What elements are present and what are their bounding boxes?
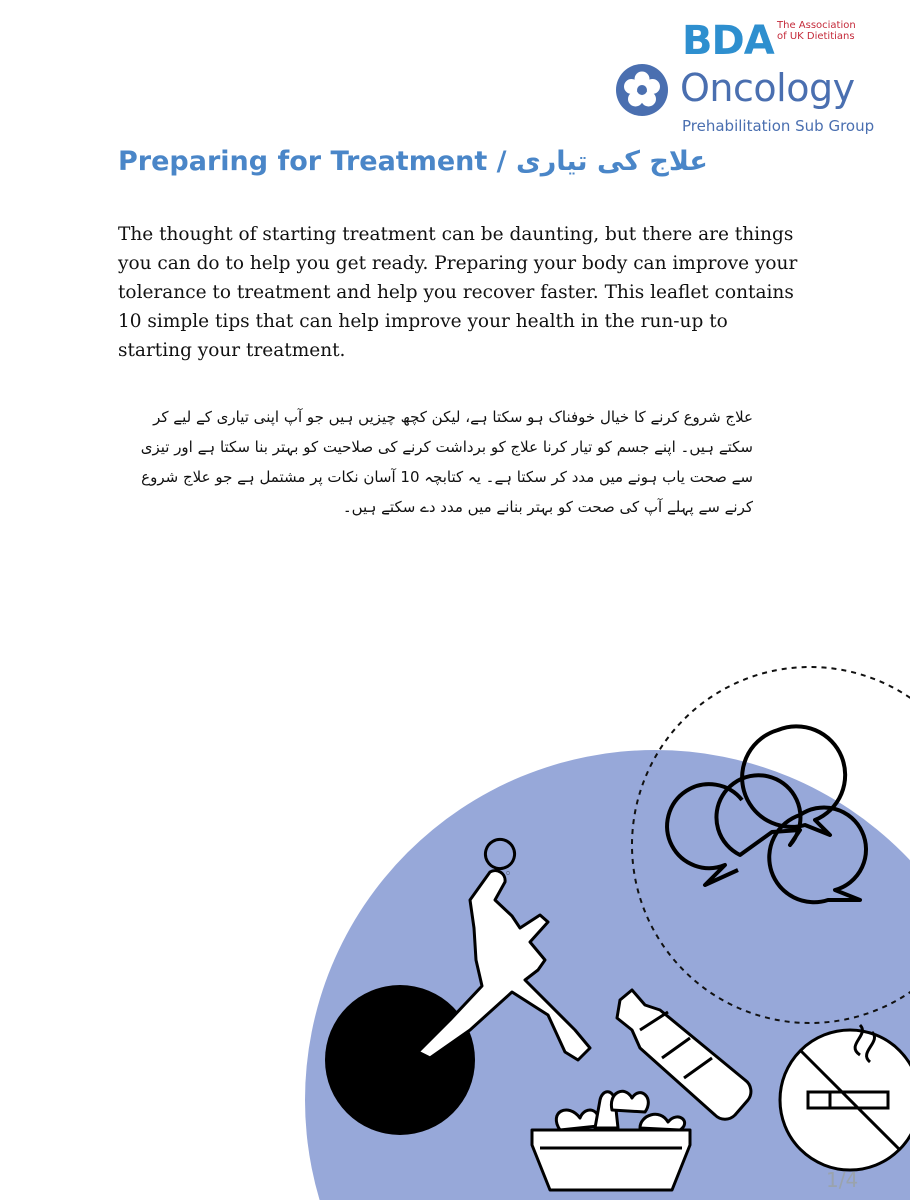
page-indicator: 1/4	[826, 1168, 859, 1192]
intro-paragraph-urdu: علاج شروع کرنے کا خیال خوفناک ہو سکتا ہے، لیکن کچھ چیزیں ہیں جو آپ اپنی تیاری کے لیے کر سکتے ہیں۔ اپنے جسم کو تیار کرنا علاج کو برداشت کرنے کی صلاحیت کو بہتر بنا سکتا ہے اور تیزی سے صحت یاب ہونے میں مدد کر سکتا ہے۔ یہ کتابچہ 10 آسان نکات پر مشتمل ہے جو علاج شروع کرنے سے پہلے آپ کی صحت کو بہتر بنانے میں مدد دے سکتے ہیں۔	[140, 408, 753, 516]
association-line-2: of UK Dietitians	[777, 31, 855, 42]
title-urdu: علاج کی تیاری	[515, 146, 708, 177]
prehab-illustration	[0, 660, 910, 1200]
subgroup-label: Prehabilitation Sub Group	[682, 117, 875, 135]
title-english: Preparing for Treatment	[118, 146, 488, 177]
black-circle	[325, 985, 475, 1135]
oncology-wordmark: Oncology	[680, 66, 855, 110]
flower-logo-icon	[614, 62, 670, 118]
intro-paragraph-english: The thought of starting treatment can be daunting, but there are things you can do to help you get ready. Preparing your body can improve your tolerance to treatment and help you recover faster. This leaflet contains 10 simple tips that can help improve your health in the run-up to starting your treatment.	[118, 224, 798, 361]
association-text	[777, 20, 877, 42]
bda-wordmark: BDA	[682, 18, 774, 64]
title-separator: /	[487, 146, 516, 177]
bda-oncology-logo	[600, 10, 900, 140]
association-line-1: The Association	[777, 20, 856, 31]
page-title	[118, 146, 708, 177]
